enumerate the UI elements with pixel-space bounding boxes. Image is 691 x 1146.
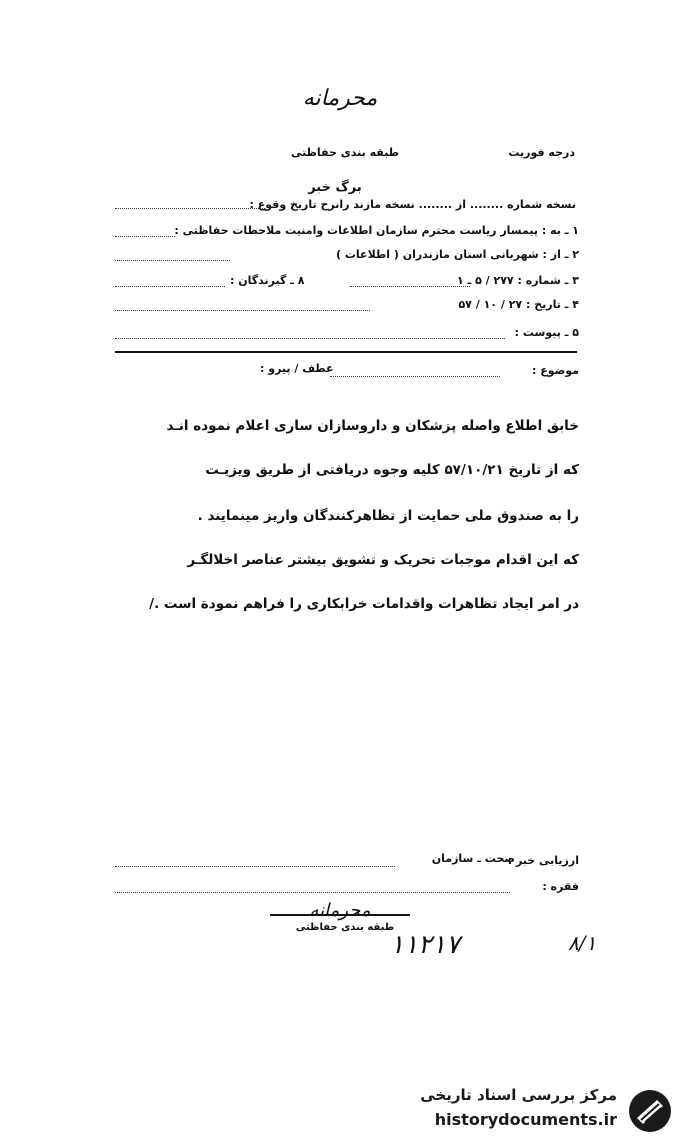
body-line: که این اقدام موجبات تحریک و تشویق بیشتر عناصر اخلالگـر xyxy=(187,552,579,568)
classification-label: طبقه بندی حفاظتی xyxy=(290,146,400,159)
watermark xyxy=(399,1084,679,1136)
form-row-number: ۳ ـ شماره : ۲۷۷ / ۵ ـ ۱ xyxy=(456,274,579,287)
evaluation-label: ارزیابی خبر : xyxy=(507,854,579,867)
footer-classification-title: محرمانه xyxy=(309,900,371,921)
document-type: برگ خبر xyxy=(308,180,362,195)
archive-logo-icon xyxy=(627,1088,673,1134)
form-dotted-line xyxy=(115,286,225,287)
strike-line xyxy=(270,914,410,916)
form-row-date: ۴ ـ تاریخ : ۲۷ / ۱۰ / ۵۷ xyxy=(458,298,579,311)
form-row-copy-number: نسخه شماره ........ از ........ نسخه مازند رانرح تاریخ وقوع : xyxy=(249,198,576,211)
body-line: در امر ایجاد تظاهرات واقدامات خرابکاری را فراهم نمودة است ./ xyxy=(149,596,579,612)
form-dotted-line xyxy=(115,892,510,893)
form-dotted-line xyxy=(330,376,500,377)
horizontal-rule xyxy=(115,351,577,353)
form-row-attachment: ۵ ـ پیوست : xyxy=(514,326,579,339)
form-dotted-line xyxy=(115,338,505,339)
form-dotted-line xyxy=(115,866,395,867)
form-dotted-line xyxy=(115,208,265,209)
handwritten-number: ۱۱۲۱۷ xyxy=(390,930,460,960)
form-dotted-line xyxy=(115,310,370,311)
handwritten-fraction: ۸/۱ xyxy=(568,931,597,955)
body-line: خابق اطلاع واصله پزشکان و داروسازان ساری اعلام نموده انـد xyxy=(166,418,579,434)
document-title: محرمانه xyxy=(302,86,378,111)
body-line: که از تاریخ ۵۷/۱۰/۲۱ کلیه وجوه دریافتی از طریق ویزیـت xyxy=(205,462,579,478)
paragraph-label: فقره : xyxy=(542,880,579,893)
form-dotted-line xyxy=(115,236,175,237)
form-row-to: ۱ ـ به : پیمسار ریاست محترم سازمان اطلاعات وامنیت ملاحظات حفاظتی : xyxy=(174,224,579,237)
evaluation-value: صحت ـ سازمان xyxy=(431,852,515,865)
subject-label: موضوع : xyxy=(532,364,579,377)
watermark-url: historydocuments.ir xyxy=(434,1110,617,1129)
footer-classification-label: طبقه بندی حفاظتی xyxy=(295,922,395,933)
body-line: را به صندوق ملی حمایت از تظاهرکنندگان واریز مینمایند . xyxy=(197,508,579,524)
form-dotted-line xyxy=(350,286,470,287)
reference-label: عطف / پیرو : xyxy=(260,362,334,375)
receivers-label: ۸ ـ گیرندگان : xyxy=(230,274,305,287)
form-dotted-line xyxy=(115,260,230,261)
watermark-name: مرکز بررسی اسناد تاریخی xyxy=(420,1086,617,1104)
priority-label: درجه فوریت xyxy=(508,146,575,159)
form-row-from: ۲ ـ از : شهربانی استان مازندران ( اطلاعات ) xyxy=(336,248,579,261)
